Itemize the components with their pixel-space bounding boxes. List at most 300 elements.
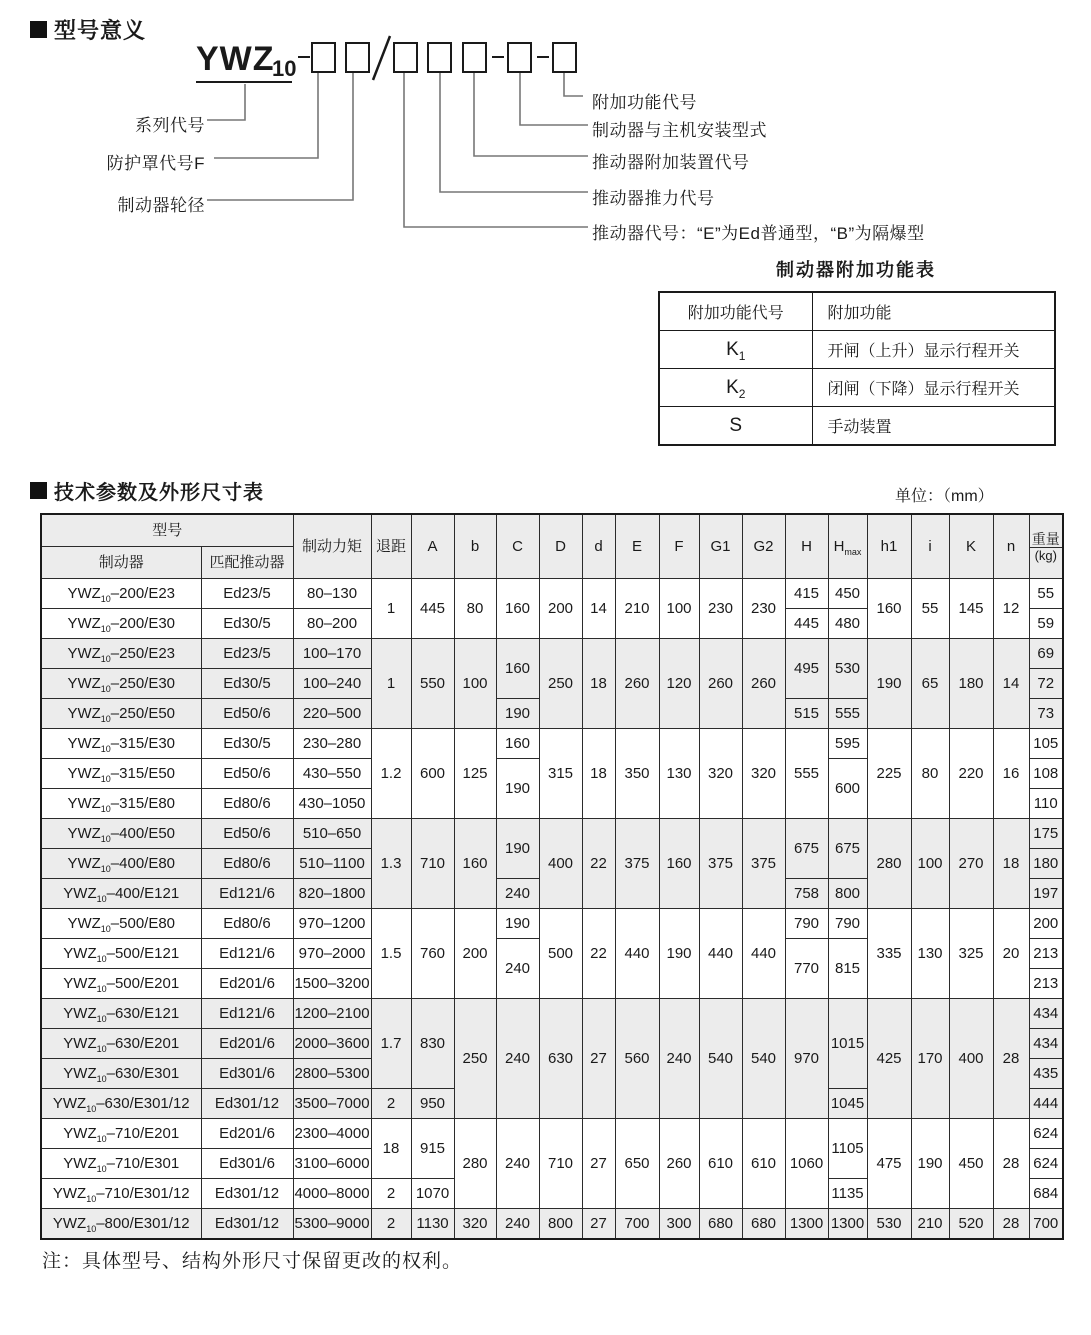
- spec-header-cell: 制动器: [41, 547, 201, 579]
- spec-cell: 1015: [828, 999, 867, 1089]
- spec-cell: $YWZ_{10}-500/E201$: [41, 969, 201, 999]
- model-code-subscript: 10: [272, 56, 297, 81]
- function-table: [658, 291, 1056, 446]
- spec-cell: 100: [911, 819, 949, 909]
- spec-cell: Ed301/12: [201, 1209, 293, 1240]
- connector-attachment: [474, 73, 588, 156]
- spec-cell: 675: [785, 819, 828, 879]
- spec-row: [41, 1119, 1063, 1149]
- spec-cell: 710: [411, 819, 454, 909]
- spec-cell: 1070: [411, 1179, 454, 1209]
- spec-cell: 315: [539, 729, 582, 819]
- code-s-letter: S: [729, 414, 743, 436]
- spec-cell: 260: [615, 639, 659, 729]
- spec-cell: 28: [993, 999, 1029, 1119]
- spec-cell: 18: [582, 729, 615, 819]
- spec-cell: 820–1800: [293, 879, 371, 909]
- spec-cell: 770: [785, 939, 828, 999]
- spec-cell: 130: [659, 729, 699, 819]
- spec-header-cell: E: [615, 514, 659, 579]
- spec-cell: 430–1050: [293, 789, 371, 819]
- spec-cell: 325: [949, 909, 993, 999]
- label-thruster-code: 推动器代号：“E”为Ed普通型，“B”为隔爆型: [592, 224, 925, 243]
- spec-header-cell: b: [454, 514, 496, 579]
- spec-cell: 2000–3600: [293, 1029, 371, 1059]
- spec-cell: 425: [867, 999, 911, 1119]
- spec-cell: 22: [582, 819, 615, 909]
- code-s: [659, 407, 812, 446]
- spec-cell: 5300–9000: [293, 1209, 371, 1240]
- spec-cell: 445: [785, 609, 828, 639]
- spec-cell: 4000–8000: [293, 1179, 371, 1209]
- spec-cell: 14: [993, 639, 1029, 729]
- spec-cell: 800: [828, 879, 867, 909]
- func-k1: 开闸（上升）显示行程开关: [812, 331, 1055, 369]
- spec-cell: 2300–4000: [293, 1119, 371, 1149]
- spec-cell: 320: [699, 729, 742, 819]
- spec-cell: 1.5: [371, 909, 411, 999]
- spec-cell: 950: [411, 1089, 454, 1119]
- label-thrust-code: 推动器推力代号: [592, 189, 715, 208]
- spec-header-cell: 重量 (kg): [1029, 514, 1063, 579]
- spec-header-cell: n: [993, 514, 1029, 579]
- spec-cell: $YWZ_{10}-315/E30$: [41, 729, 201, 759]
- spec-cell: 790: [828, 909, 867, 939]
- connector-hood: [214, 73, 318, 158]
- spec-cell: $YWZ_{10}-250/E30$: [41, 669, 201, 699]
- spec-cell: 73: [1029, 699, 1063, 729]
- spec-cell: 160: [659, 819, 699, 909]
- spec-cell: 3500–7000: [293, 1089, 371, 1119]
- spec-row: [41, 579, 1063, 609]
- spec-cell: 530: [867, 1209, 911, 1240]
- spec-cell: 210: [911, 1209, 949, 1240]
- spec-row: [41, 639, 1063, 669]
- spec-cell: 444: [1029, 1089, 1063, 1119]
- spec-cell: 675: [828, 819, 867, 879]
- spec-cell: 450: [828, 579, 867, 609]
- spec-cell: 475: [867, 1119, 911, 1209]
- spec-cell: 125: [454, 729, 496, 819]
- spec-cell: 16: [993, 729, 1029, 819]
- code-box-6: [508, 43, 531, 72]
- spec-cell: $YWZ_{10}-250/E50$: [41, 699, 201, 729]
- spec-cell: 145: [949, 579, 993, 639]
- spec-cell: $YWZ_{10}-630/E301/12$: [41, 1089, 201, 1119]
- spec-cell: 230: [699, 579, 742, 639]
- code-box-5: [463, 43, 486, 72]
- spec-cell: 540: [742, 999, 785, 1119]
- spec-cell: 160: [454, 819, 496, 909]
- spec-cell: $YWZ_{10}-630/E301$: [41, 1059, 201, 1089]
- spec-cell: 610: [742, 1119, 785, 1209]
- spec-cell: 160: [496, 579, 539, 639]
- spec-header-cell: i: [911, 514, 949, 579]
- label-mounting-type: 制动器与主机安装型式: [592, 121, 767, 140]
- connector-addfunc: [564, 73, 583, 96]
- spec-cell: 160: [867, 579, 911, 639]
- function-table-title: 制动器附加功能表: [776, 260, 936, 280]
- spec-cell: $YWZ_{10}-200/E30$: [41, 609, 201, 639]
- spec-cell: 260: [699, 639, 742, 729]
- spec-cell: 375: [699, 819, 742, 909]
- spec-cell: 240: [659, 999, 699, 1119]
- function-row-k1: [659, 331, 1055, 369]
- code-box-3: [394, 43, 417, 72]
- code-box-2: [346, 43, 369, 72]
- footnote: 注：具体型号、结构外形尺寸保留更改的权利。: [42, 1251, 463, 1272]
- spec-cell: 180: [949, 639, 993, 729]
- spec-cell: 280: [454, 1119, 496, 1209]
- spec-cell: $YWZ_{10}-630/E201$: [41, 1029, 201, 1059]
- connector-series: [207, 84, 245, 120]
- spec-cell: Ed30/5: [201, 669, 293, 699]
- spec-header-cell: K: [949, 514, 993, 579]
- spec-cell: 197: [1029, 879, 1063, 909]
- spec-cell: 1: [371, 579, 411, 639]
- spec-cell: 105: [1029, 729, 1063, 759]
- spec-header-cell: F: [659, 514, 699, 579]
- code-k2-letter: K: [726, 376, 739, 398]
- spec-cell: 260: [742, 639, 785, 729]
- spec-cell: 440: [615, 909, 659, 999]
- spec-cell: 18: [371, 1119, 411, 1179]
- spec-cell: $YWZ_{10}-500/E121$: [41, 939, 201, 969]
- spec-cell: 560: [615, 999, 659, 1119]
- spec-row: [41, 999, 1063, 1029]
- spec-cell: 970–2000: [293, 939, 371, 969]
- code-k2: [659, 369, 812, 407]
- spec-cell: 415: [785, 579, 828, 609]
- spec-cell: $YWZ_{10}-710/E301/12$: [41, 1179, 201, 1209]
- spec-header-cell: G2: [742, 514, 785, 579]
- spec-cell: 220–500: [293, 699, 371, 729]
- spec-cell: 350: [615, 729, 659, 819]
- spec-cell: Ed80/6: [201, 849, 293, 879]
- spec-cell: Ed301/12: [201, 1089, 293, 1119]
- spec-cell: 1.7: [371, 999, 411, 1089]
- spec-header-cell: d: [582, 514, 615, 579]
- spec-cell: 400: [539, 819, 582, 909]
- spec-cell: Ed50/6: [201, 759, 293, 789]
- code-box-7: [553, 43, 576, 72]
- code-k2-sub: 2: [738, 386, 746, 401]
- label-hood-code: 防护罩代号F: [106, 154, 205, 173]
- spec-cell: 220: [949, 729, 993, 819]
- function-header-func: 附加功能: [812, 292, 1055, 331]
- spec-cell: 210: [615, 579, 659, 639]
- spec-cell: 915: [411, 1119, 454, 1179]
- spec-cell: 550: [411, 639, 454, 729]
- spec-cell: 2: [371, 1089, 411, 1119]
- spec-cell: 18: [993, 819, 1029, 909]
- spec-cell: 758: [785, 879, 828, 909]
- spec-cell: 12: [993, 579, 1029, 639]
- spec-header-cell: $H_{max}$: [828, 514, 867, 579]
- spec-cell: 2: [371, 1209, 411, 1240]
- spec-cell: 80: [911, 729, 949, 819]
- spec-row: [41, 819, 1063, 849]
- spec-cell: $YWZ_{10}-710/E201$: [41, 1119, 201, 1149]
- spec-cell: 190: [496, 909, 539, 939]
- spec-cell: 1500–3200: [293, 969, 371, 999]
- spec-cell: 170: [911, 999, 949, 1119]
- spec-cell: 200: [539, 579, 582, 639]
- spec-cell: $YWZ_{10}-200/E23$: [41, 579, 201, 609]
- spec-cell: 250: [454, 999, 496, 1119]
- code-box-4: [428, 43, 451, 72]
- spec-cell: 2800–5300: [293, 1059, 371, 1089]
- spec-cell: 190: [659, 909, 699, 999]
- spec-cell: 280: [867, 819, 911, 909]
- spec-cell: 230: [742, 579, 785, 639]
- spec-cell: 1105: [828, 1119, 867, 1179]
- spec-cell: 180: [1029, 849, 1063, 879]
- spec-cell: 14: [582, 579, 615, 639]
- model-code-prefix: YWZ: [196, 40, 275, 78]
- spec-cell: 684: [1029, 1179, 1063, 1209]
- spec-header-cell: G1: [699, 514, 742, 579]
- spec-cell: 59: [1029, 609, 1063, 639]
- spec-cell: 650: [615, 1119, 659, 1209]
- spec-cell: 175: [1029, 819, 1063, 849]
- spec-table: [40, 513, 1064, 1240]
- spec-row: [41, 909, 1063, 939]
- spec-cell: 55: [1029, 579, 1063, 609]
- function-row-k2: [659, 369, 1055, 407]
- spec-cell: 624: [1029, 1119, 1063, 1149]
- spec-cell: 190: [496, 819, 539, 879]
- spec-cell: 200: [1029, 909, 1063, 939]
- spec-row: [41, 729, 1063, 759]
- func-k2: 闭闸（下降）显示行程开关: [812, 369, 1055, 407]
- spec-cell: $YWZ_{10}-800/E301/12$: [41, 1209, 201, 1240]
- spec-cell: 3100–6000: [293, 1149, 371, 1179]
- unit-label: 单位：（mm）: [895, 488, 994, 505]
- connector-thruster-code: [404, 73, 588, 227]
- spec-cell: 555: [828, 699, 867, 729]
- spec-cell: Ed121/6: [201, 999, 293, 1029]
- spec-cell: Ed30/5: [201, 609, 293, 639]
- spec-cell: 240: [496, 939, 539, 999]
- spec-cell: 970–1200: [293, 909, 371, 939]
- spec-cell: 27: [582, 1209, 615, 1240]
- spec-cell: 400: [949, 999, 993, 1119]
- spec-cell: 815: [828, 939, 867, 999]
- spec-header-cell: 匹配推动器: [201, 547, 293, 579]
- spec-cell: $YWZ_{10}-400/E50$: [41, 819, 201, 849]
- spec-cell: Ed50/6: [201, 699, 293, 729]
- spec-cell: $YWZ_{10}-315/E80$: [41, 789, 201, 819]
- spec-cell: 190: [496, 759, 539, 819]
- spec-cell: 1130: [411, 1209, 454, 1240]
- spec-cell: 260: [659, 1119, 699, 1209]
- spec-cell: 27: [582, 1119, 615, 1209]
- spec-cell: 434: [1029, 999, 1063, 1029]
- spec-cell: $YWZ_{10}-400/E121$: [41, 879, 201, 909]
- spec-header-cell: 型号: [41, 514, 293, 547]
- spec-cell: 600: [411, 729, 454, 819]
- spec-header-cell: D: [539, 514, 582, 579]
- spec-cell: 270: [949, 819, 993, 909]
- spec-cell: Ed201/6: [201, 1029, 293, 1059]
- spec-cell: Ed301/12: [201, 1179, 293, 1209]
- spec-cell: 760: [411, 909, 454, 999]
- label-thruster-attachment: 推动器附加装置代号: [592, 153, 750, 172]
- spec-cell: 2: [371, 1179, 411, 1209]
- spec-cell: 1135: [828, 1179, 867, 1209]
- spec-cell: 375: [615, 819, 659, 909]
- spec-header-cell: C: [496, 514, 539, 579]
- spec-cell: 213: [1029, 969, 1063, 999]
- code-k1: [659, 331, 812, 369]
- spec-cell: 1300: [785, 1209, 828, 1240]
- spec-header-cell: 退距: [371, 514, 411, 579]
- spec-cell: 1300: [828, 1209, 867, 1240]
- spec-cell: 190: [496, 699, 539, 729]
- spec-cell: 800: [539, 1209, 582, 1240]
- spec-cell: $YWZ_{10}-250/E23$: [41, 639, 201, 669]
- spec-header-row: [41, 514, 1063, 547]
- spec-cell: 435: [1029, 1059, 1063, 1089]
- spec-cell: Ed30/5: [201, 729, 293, 759]
- spec-cell: 55: [911, 579, 949, 639]
- code-slash: [373, 36, 390, 80]
- spec-cell: 680: [699, 1209, 742, 1240]
- spec-cell: 300: [659, 1209, 699, 1240]
- spec-cell: 440: [699, 909, 742, 999]
- spec-cell: 27: [582, 999, 615, 1119]
- spec-header-cell: H: [785, 514, 828, 579]
- spec-cell: 28: [993, 1119, 1029, 1209]
- spec-cell: 700: [615, 1209, 659, 1240]
- spec-cell: 100–240: [293, 669, 371, 699]
- spec-header-cell: 制动力矩: [293, 514, 371, 579]
- spec-cell: 375: [742, 819, 785, 909]
- spec-cell: 495: [785, 639, 828, 699]
- code-k1-letter: K: [726, 338, 739, 360]
- spec-cell: $YWZ_{10}-710/E301$: [41, 1149, 201, 1179]
- spec-cell: 630: [539, 999, 582, 1119]
- spec-cell: 250: [539, 639, 582, 729]
- spec-cell: 600: [828, 759, 867, 819]
- spec-cell: 230–280: [293, 729, 371, 759]
- code-k1-sub: 1: [738, 348, 746, 363]
- section2-title-text: 技术参数及外形尺寸表: [54, 482, 264, 504]
- function-header-row: [659, 292, 1055, 331]
- spec-cell: 595: [828, 729, 867, 759]
- spec-cell: 20: [993, 909, 1029, 999]
- spec-cell: Ed121/6: [201, 879, 293, 909]
- spec-cell: 450: [949, 1119, 993, 1209]
- function-header-code: 附加功能代号: [659, 292, 812, 331]
- spec-cell: 160: [496, 639, 539, 699]
- section1-title-text: 型号意义: [54, 18, 147, 43]
- spec-cell: 1.2: [371, 729, 411, 819]
- spec-cell: 69: [1029, 639, 1063, 669]
- spec-cell: 680: [742, 1209, 785, 1240]
- spec-cell: $YWZ_{10}-630/E121$: [41, 999, 201, 1029]
- spec-table-body: [41, 514, 1063, 1239]
- connector-thrust-force: [440, 73, 588, 192]
- spec-cell: 160: [496, 729, 539, 759]
- spec-cell: 213: [1029, 939, 1063, 969]
- spec-cell: 520: [949, 1209, 993, 1240]
- spec-row: [41, 1209, 1063, 1240]
- spec-header-cell: A: [411, 514, 454, 579]
- func-s: 手动装置: [812, 407, 1055, 446]
- spec-cell: 510–650: [293, 819, 371, 849]
- spec-cell: 970: [785, 999, 828, 1119]
- spec-cell: 480: [828, 609, 867, 639]
- spec-cell: 624: [1029, 1149, 1063, 1179]
- connector-mounting: [520, 73, 588, 125]
- spec-cell: 240: [496, 999, 539, 1119]
- spec-cell: Ed80/6: [201, 789, 293, 819]
- spec-cell: 790: [785, 909, 828, 939]
- spec-cell: 434: [1029, 1029, 1063, 1059]
- spec-cell: Ed121/6: [201, 939, 293, 969]
- spec-cell: Ed201/6: [201, 969, 293, 999]
- spec-cell: $YWZ_{10}-315/E50$: [41, 759, 201, 789]
- spec-cell: 120: [659, 639, 699, 729]
- spec-cell: Ed23/5: [201, 639, 293, 669]
- spec-cell: Ed50/6: [201, 819, 293, 849]
- spec-cell: 1.3: [371, 819, 411, 909]
- section-bullet-icon: [30, 482, 47, 499]
- code-box-1: [312, 43, 335, 72]
- spec-cell: 100: [454, 639, 496, 729]
- spec-cell: 28: [993, 1209, 1029, 1240]
- spec-cell: Ed80/6: [201, 909, 293, 939]
- spec-cell: 225: [867, 729, 911, 819]
- spec-cell: 1200–2100: [293, 999, 371, 1029]
- spec-cell: Ed201/6: [201, 1119, 293, 1149]
- spec-cell: 335: [867, 909, 911, 999]
- spec-cell: 445: [411, 579, 454, 639]
- spec-cell: 530: [828, 639, 867, 699]
- spec-cell: 130: [911, 909, 949, 999]
- spec-cell: $YWZ_{10}-400/E80$: [41, 849, 201, 879]
- spec-cell: 540: [699, 999, 742, 1119]
- connector-wheel: [207, 73, 353, 200]
- spec-cell: 22: [582, 909, 615, 999]
- function-row-s: [659, 407, 1055, 446]
- spec-cell: 190: [911, 1119, 949, 1209]
- spec-cell: 110: [1029, 789, 1063, 819]
- label-additional-function: 附加功能代号: [592, 93, 697, 112]
- spec-cell: 515: [785, 699, 828, 729]
- spec-header-cell: h1: [867, 514, 911, 579]
- spec-cell: 555: [785, 729, 828, 819]
- spec-cell: 610: [699, 1119, 742, 1209]
- spec-cell: 72: [1029, 669, 1063, 699]
- spec-cell: 830: [411, 999, 454, 1089]
- spec-section-title: [30, 476, 264, 505]
- label-wheel-diameter: 制动器轮径: [117, 196, 205, 215]
- spec-cell: 80: [454, 579, 496, 639]
- spec-cell: 1060: [785, 1119, 828, 1209]
- spec-cell: 80–130: [293, 579, 371, 609]
- label-series-code: 系列代号: [135, 116, 205, 135]
- spec-cell: 18: [582, 639, 615, 729]
- spec-cell: Ed301/6: [201, 1149, 293, 1179]
- spec-cell: 1045: [828, 1089, 867, 1119]
- spec-cell: 100–170: [293, 639, 371, 669]
- spec-cell: Ed23/5: [201, 579, 293, 609]
- spec-cell: 510–1100: [293, 849, 371, 879]
- spec-cell: 240: [496, 1119, 539, 1209]
